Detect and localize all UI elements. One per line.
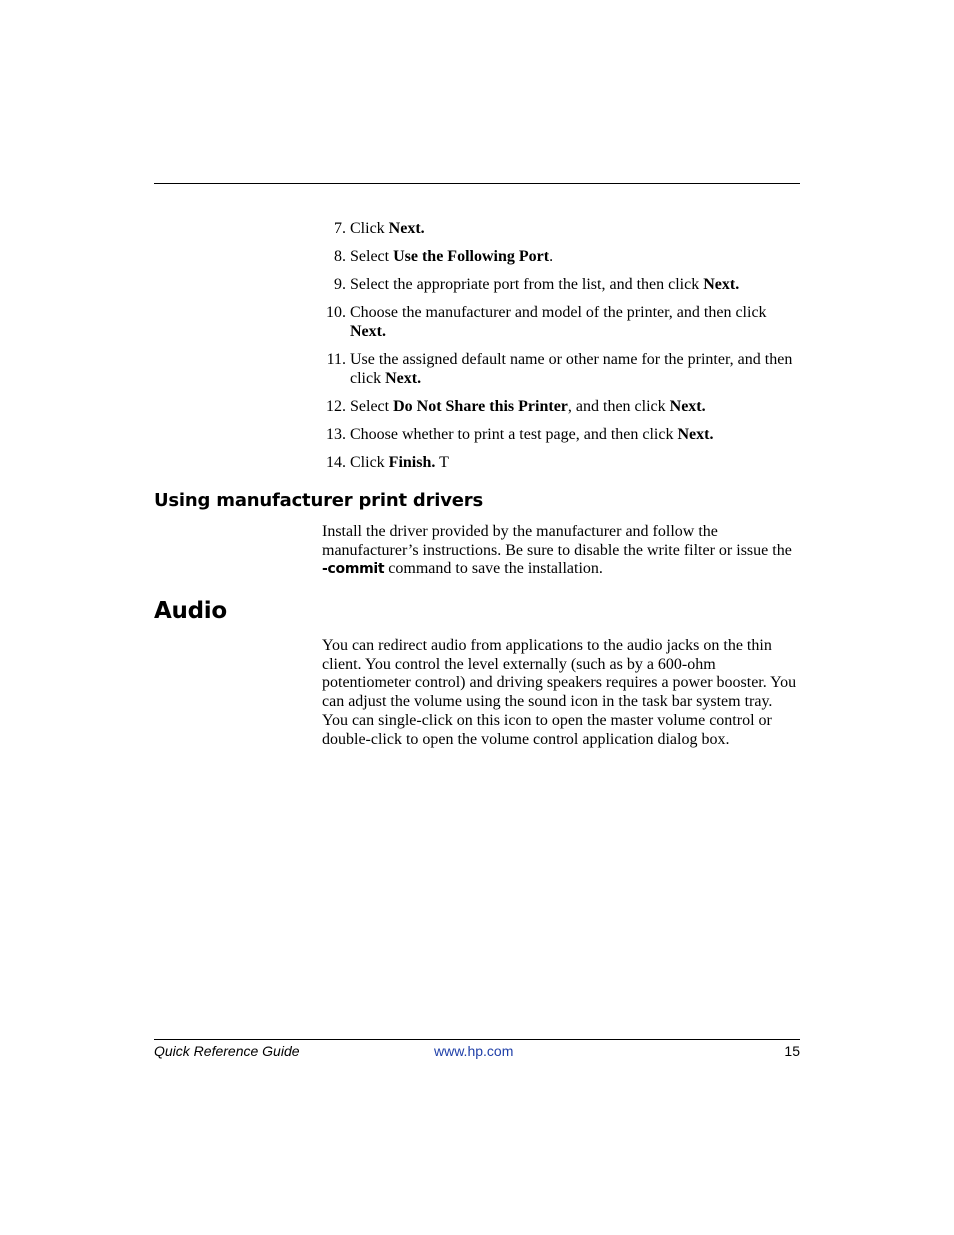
step-text: Use the assigned default name or other name for the printer, and then click [350, 351, 793, 387]
step-bold: Use the Following Port [393, 248, 550, 265]
footer-rule [154, 1039, 800, 1040]
step-text-post: T [435, 454, 449, 471]
footer-website-link[interactable]: www.hp.com [434, 1043, 514, 1059]
audio-paragraph: You can redirect audio from applications to the audio jacks on the thin client. You control the level externally (such as by a 600-ohm potentiometer control) and driving speakers requires a power booster. You can adjust the volume using the sound icon in the task bar system tray. You can single-click on this icon to open the master volume control or double-click to open the volume control application dialog box. [322, 637, 797, 748]
drivers-text-pre: Install the driver provided by the manufacturer and follow the manufacturer’s instructions. Be sure to disable the write filter or issue the [322, 523, 792, 559]
step-text: Click [350, 454, 389, 471]
drivers-text-post: command to save the installation. [384, 560, 603, 578]
step-bold: Next. [388, 220, 425, 237]
header-rule [154, 183, 800, 184]
footer-guide-title: Quick Reference Guide [154, 1043, 300, 1059]
step-number: 9. [334, 276, 346, 293]
step-number: 13. [326, 426, 346, 443]
step-text: Choose whether to print a test page, and then click [350, 426, 678, 443]
step-bold: Next. [385, 370, 422, 387]
step-bold: Next. [677, 426, 714, 443]
step-text: Select the appropriate port from the list, and then click [350, 276, 704, 293]
step-bold: Next. [350, 323, 386, 340]
step-bold: Do Not Share this Printer [393, 398, 568, 415]
step-text: Select [350, 248, 394, 265]
step-bold-2: Next. [669, 398, 706, 415]
step-text-post: . [549, 248, 554, 265]
step-number: 8. [334, 248, 346, 265]
step-item [322, 275, 800, 294]
step-bold: Next. [703, 276, 740, 293]
section-heading-drivers: Using manufacturer print drivers [154, 490, 483, 511]
page-footer [154, 1042, 800, 1062]
step-text-post: , and then click [567, 398, 670, 415]
step-item [322, 247, 800, 266]
step-text: Select [350, 398, 394, 415]
step-number: 11. [326, 351, 346, 368]
page-number: 15 [784, 1043, 800, 1059]
step-number: 10. [326, 304, 346, 321]
step-item [322, 219, 800, 238]
step-item [322, 350, 800, 388]
step-item [322, 397, 800, 416]
step-number: 7. [334, 220, 346, 237]
step-item [322, 303, 800, 341]
step-text: Choose the manufacturer and model of the printer, and then click [350, 304, 767, 321]
section-heading-audio: Audio [154, 598, 227, 624]
step-number: 14. [326, 454, 346, 471]
step-number: 12. [326, 398, 346, 415]
command-name: -commit [322, 561, 385, 578]
drivers-paragraph [322, 523, 800, 579]
step-item [322, 453, 800, 472]
step-bold: Finish. [388, 454, 436, 471]
step-item [322, 425, 800, 444]
procedure-steps [322, 219, 800, 481]
step-text: Click [350, 220, 389, 237]
